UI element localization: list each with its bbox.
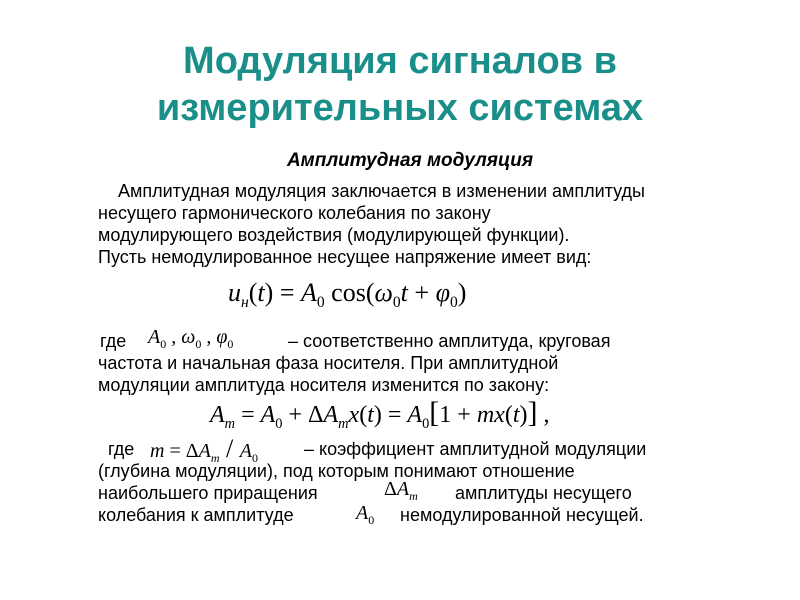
title-line-1: Модуляция сигналов в: [183, 40, 617, 82]
para1-line3: модулирующего воздействия (модулирующей функции).: [98, 225, 570, 245]
para2-where: где: [100, 331, 127, 351]
para3-line4-tail: немодулированной несущей.: [400, 505, 644, 525]
title-line-2: измерительных системах: [156, 87, 644, 129]
para3-line3-head: наибольшего приращения: [98, 483, 318, 503]
inline-formula-carrier-params: $A_0$ , $\omega_0$ , $\varphi_0$: [148, 326, 234, 351]
para1-line2: несущего гармонического колебания по закону: [98, 203, 491, 223]
para1-line1: Амплитудная модуляция заключается в изменении амплитуды: [118, 181, 645, 201]
para2-line1-tail: – соответственно амплитуда, круговая: [288, 331, 611, 351]
para3-where: где: [108, 439, 135, 459]
para1-line4: Пусть немодулированное несущее напряжение имеет вид:: [98, 247, 592, 267]
inline-formula-delta-am: $\Delta A_m$: [384, 478, 418, 503]
para3-line4-head: колебания к амплитуде: [98, 505, 294, 525]
para2-line2: частота и начальная фаза носителя. При амплитудной: [98, 353, 559, 373]
equation-carrier-voltage: $u_н(t) = A_0$ $\cos(\omega_0t + \varphi_0)$: [228, 278, 467, 312]
para3-line3-tail: амплитуды несущего: [455, 483, 632, 503]
para3-line2: (глубина модуляции), под которым понимают отношение: [98, 461, 575, 481]
section-subtitle: Амплитудная модуляция: [286, 150, 534, 171]
slide-title: [0, 38, 800, 132]
para2-line3: модуляции амплитуда носителя изменится по закону:: [98, 375, 550, 395]
para3-line1-tail: – коэффициент амплитудной модуляции: [304, 439, 647, 459]
inline-formula-a0: $A_0$: [356, 502, 375, 527]
inline-formula-modulation-index: $m = \Delta A_m / A_0$: [150, 434, 258, 465]
equation-modulated-amplitude: $A_m = A_0 + \Delta A_mx(t) = A_0[1 + mx(t)]$ ,: [210, 396, 550, 432]
